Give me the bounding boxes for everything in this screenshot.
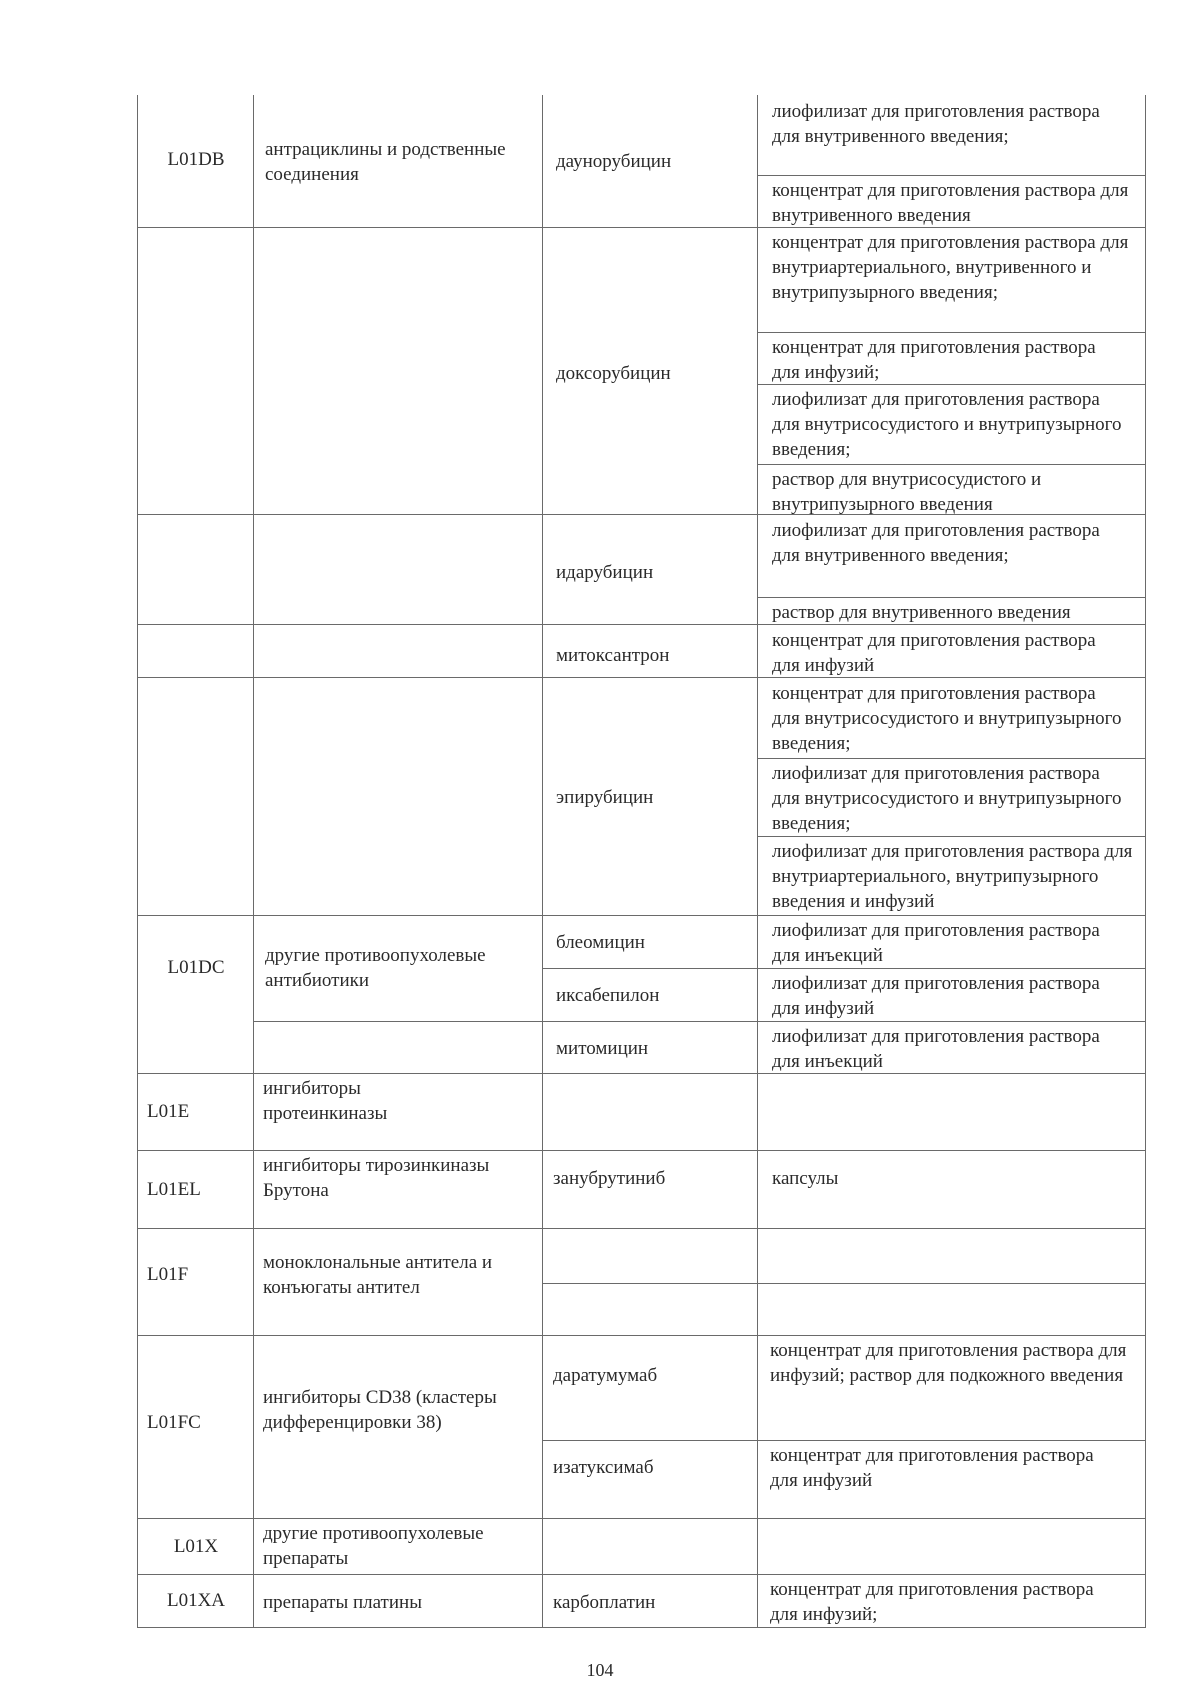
- column-divider: [253, 95, 254, 1627]
- dosage-form: раствор для внутрисосудистого и внутрипузырного введения: [772, 469, 1042, 515]
- table-border-right: [1145, 95, 1146, 1627]
- drug-name: даратумумаб: [553, 1365, 658, 1386]
- atc-code: L01XA: [166, 1590, 226, 1611]
- drug-name: доксорубицин: [556, 363, 671, 384]
- column-divider: [757, 95, 758, 1627]
- drug-name: карбоплатин: [553, 1592, 656, 1613]
- drug-name: иксабепилон: [556, 985, 660, 1006]
- dosage-form: лиофилизат для приготовления раствора для внутрисосудистого и внутрипузырного введения;: [772, 389, 1122, 460]
- group-name: другие противоопухолевые антибиотики: [265, 945, 486, 991]
- dosage-form: лиофилизат для приготовления раствора для внутривенного введения;: [772, 520, 1100, 566]
- row-divider: [137, 1518, 1146, 1519]
- drug-name: занубрутиниб: [553, 1168, 666, 1189]
- column-divider: [542, 95, 543, 1627]
- atc-code: L01E: [147, 1101, 190, 1122]
- form-divider: [757, 175, 1146, 176]
- row-divider: [137, 915, 1146, 916]
- row-divider: [137, 1574, 1146, 1575]
- atc-code: L01X: [173, 1536, 219, 1557]
- dosage-form: концентрат для приготовления раствора для инфузий: [770, 1445, 1094, 1491]
- drug-name: эпирубицин: [556, 787, 654, 808]
- page-number: 104: [586, 1660, 614, 1680]
- row-divider: [542, 1440, 1146, 1441]
- row-divider: [542, 1021, 1146, 1022]
- group-name: ингибиторы CD38 (кластеры дифференцировки 38): [263, 1387, 497, 1433]
- group-name: моноклональные антитела и конъюгаты антител: [263, 1252, 493, 1298]
- row-divider: [137, 1150, 1146, 1151]
- row-divider: [253, 1021, 543, 1022]
- dosage-form: раствор для внутривенного введения: [772, 602, 1071, 623]
- atc-code: L01F: [147, 1264, 189, 1285]
- atc-code: L01DC: [167, 957, 225, 978]
- drug-name: митомицин: [556, 1038, 649, 1059]
- dosage-form: лиофилизат для приготовления раствора для инфузий: [772, 973, 1100, 1019]
- group-name: другие противоопухолевые препараты: [263, 1523, 484, 1569]
- row-divider: [137, 1228, 1146, 1229]
- dosage-form: концентрат для приготовления раствора для инфузий: [772, 630, 1096, 676]
- group-name: антрациклины и родственные соединения: [265, 139, 506, 185]
- dosage-form: лиофилизат для приготовления раствора для внутрисосудистого и внутрипузырного введения;: [772, 763, 1122, 834]
- dosage-form: концентрат для приготовления раствора для внутривенного введения: [772, 180, 1129, 226]
- table-border-left: [137, 95, 138, 1627]
- form-divider: [757, 836, 1146, 837]
- table-border-bottom: [137, 1627, 1146, 1628]
- form-divider: [757, 464, 1146, 465]
- row-divider: [137, 1335, 1146, 1336]
- drug-name: митоксантрон: [556, 645, 670, 666]
- form-divider: [757, 597, 1146, 598]
- atc-code: L01DB: [167, 149, 225, 170]
- dosage-form: концентрат для приготовления раствора для инфузий; раствор для подкожного введения: [770, 1340, 1127, 1386]
- dosage-form: лиофилизат для приготовления раствора для инъекций: [772, 1026, 1100, 1072]
- dosage-form: концентрат для приготовления раствора для внутриартериального, внутривенного и внутрипузырного введения;: [772, 232, 1129, 303]
- group-name: ингибиторы протеинкиназы: [263, 1078, 388, 1124]
- dosage-form: лиофилизат для приготовления раствора для инъекций: [772, 920, 1100, 966]
- form-divider: [757, 758, 1146, 759]
- drug-name: идарубицин: [556, 562, 654, 583]
- row-divider: [542, 1283, 1146, 1284]
- dosage-form: концентрат для приготовления раствора для инфузий;: [772, 337, 1096, 383]
- row-divider: [542, 968, 1146, 969]
- atc-code: L01FC: [147, 1412, 201, 1433]
- dosage-form: капсулы: [772, 1168, 839, 1189]
- atc-code: L01EL: [147, 1179, 201, 1200]
- form-divider: [757, 332, 1146, 333]
- group-name: ингибиторы тирозинкиназы Брутона: [263, 1155, 490, 1201]
- dosage-form: лиофилизат для приготовления раствора для внутриартериального, внутрипузырного введения и инфузий: [772, 841, 1133, 912]
- drug-name: изатуксимаб: [553, 1457, 654, 1478]
- drug-name: даунорубицин: [556, 151, 672, 172]
- drug-name: блеомицин: [556, 932, 645, 953]
- dosage-form: концентрат для приготовления раствора для внутрисосудистого и внутрипузырного введения;: [772, 683, 1122, 754]
- dosage-form: концентрат для приготовления раствора для инфузий;: [770, 1579, 1094, 1625]
- group-name: препараты платины: [263, 1592, 422, 1613]
- dosage-form: лиофилизат для приготовления раствора для внутривенного введения;: [772, 101, 1100, 147]
